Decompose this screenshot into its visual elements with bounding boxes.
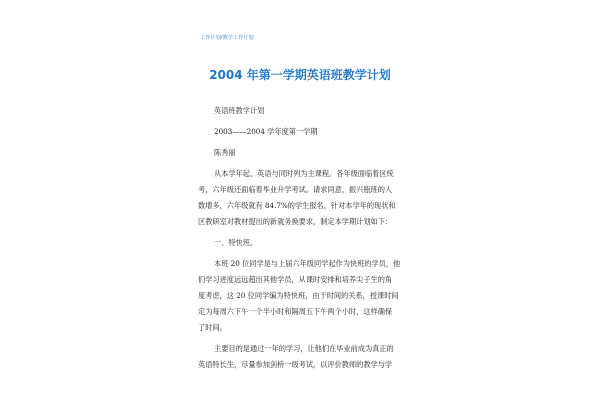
paragraph-line: 英语特长生，尽量参加剑桥一级考试，以评价教师的教学与学: [198, 360, 393, 369]
doc-author: 陈秀丽: [214, 148, 236, 157]
breadcrumb-separator: /: [220, 35, 223, 41]
paragraph-line: 了时间。: [198, 323, 227, 332]
page-title: 2004 年第一学期英语班教学计划: [209, 68, 391, 82]
breadcrumb-item-teaching-plan[interactable]: 教学工作计划: [222, 35, 254, 41]
paragraph-line: 数增多，六年级就有 84.7%的学生报名，针对本学年的现状和: [198, 201, 396, 210]
paragraph-line: 考，六年级还面临着毕业升学考试。请求同意，振兴瓶班的人: [198, 185, 393, 194]
breadcrumb: [200, 34, 254, 42]
paragraph-line: 从本学年起，英语与同时列为主课程。各年级面临着区统: [214, 169, 394, 178]
paragraph-line: 定为每周六下午一个半小时和隔周五下午两个小时，这样确保: [198, 307, 393, 316]
paragraph-line: 度考虑，这 20 位同学编为特快班，由于时间的关系，授课时间: [198, 291, 399, 300]
doc-term: 2003——2004 学年度第一学期: [214, 127, 318, 136]
paragraph-line: 们学习进度远远超出其他学员，从课时安排和培养尖子生的角: [198, 275, 393, 284]
doc-subtitle: 英语班教学计划: [214, 106, 265, 115]
paragraph-line: 主要目的是通过一年的学习，让他们在毕业前成为真正的: [214, 344, 394, 353]
section-heading: 一、特快班。: [214, 238, 258, 247]
paragraph-line: 区教研室对教材提出的新就务换要求，制定本学期计划如下：: [198, 217, 393, 226]
paragraph-line: 本班 20 位同学是与上届六年级同学起作为快班的学员，他: [214, 259, 401, 268]
breadcrumb-item-work-plan[interactable]: 工作计划: [200, 35, 221, 41]
